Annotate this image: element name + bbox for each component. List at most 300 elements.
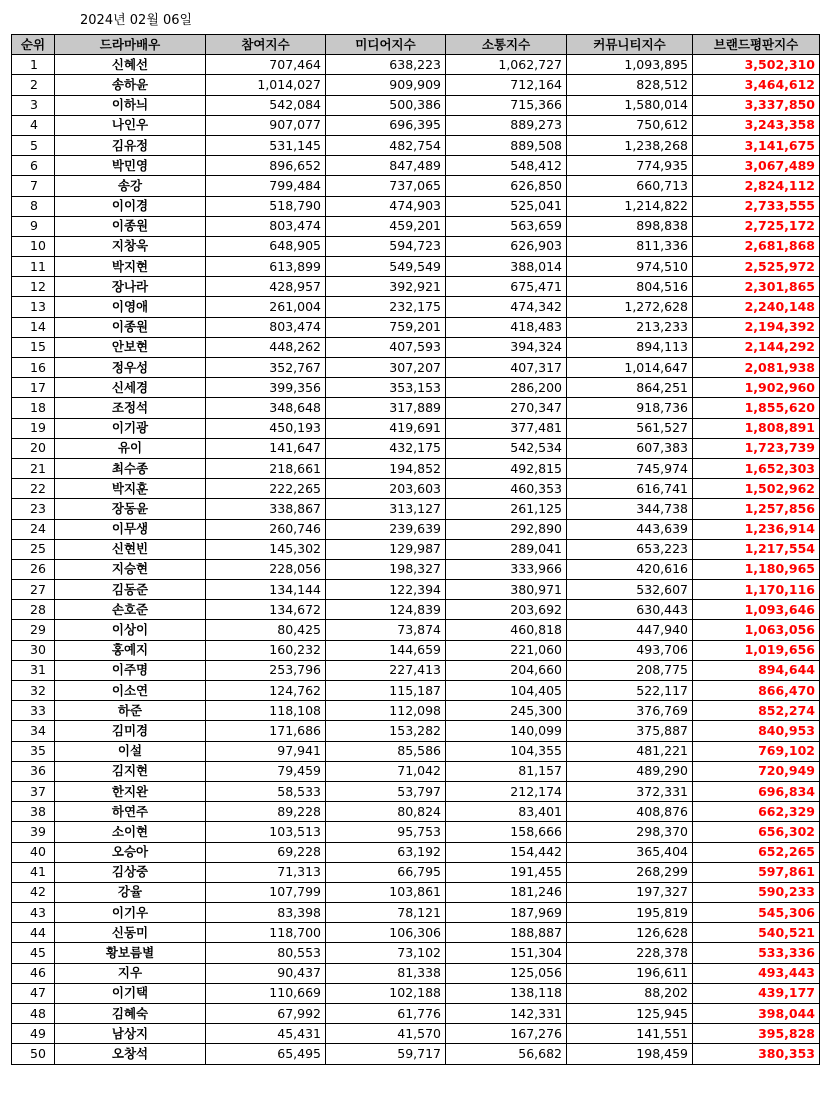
- table-body: [12, 55, 820, 1064]
- actor-name-cell: 박지훈: [55, 479, 206, 499]
- table-row: [12, 196, 820, 216]
- actor-name-cell: 이종원: [55, 317, 206, 337]
- table-row: [12, 277, 820, 297]
- table-row: [12, 378, 820, 398]
- rank-cell: 33: [12, 701, 55, 721]
- brand-reputation-index-cell: 1,217,554: [693, 539, 820, 559]
- media-index-cell: 232,175: [326, 297, 446, 317]
- table-row: [12, 458, 820, 478]
- media-index-cell: 66,795: [326, 862, 446, 882]
- rank-cell: 18: [12, 398, 55, 418]
- actor-name-cell: 박민영: [55, 156, 206, 176]
- rank-cell: 43: [12, 903, 55, 923]
- actor-name-cell: 장나라: [55, 277, 206, 297]
- brand-reputation-index-cell: 2,301,865: [693, 277, 820, 297]
- communication-index-cell: 125,056: [446, 963, 567, 983]
- media-index-cell: 124,839: [326, 600, 446, 620]
- media-index-cell: 482,754: [326, 135, 446, 155]
- rank-cell: 36: [12, 761, 55, 781]
- table-row: [12, 559, 820, 579]
- actor-name-cell: 이종원: [55, 216, 206, 236]
- communication-index-cell: 188,887: [446, 923, 567, 943]
- media-index-cell: 759,201: [326, 317, 446, 337]
- participation-index-cell: 348,648: [206, 398, 326, 418]
- brand-reputation-index-cell: 2,194,392: [693, 317, 820, 337]
- community-index-cell: 653,223: [567, 539, 693, 559]
- brand-reputation-index-cell: 1,170,116: [693, 580, 820, 600]
- actor-name-cell: 김미경: [55, 721, 206, 741]
- communication-index-cell: 460,353: [446, 479, 567, 499]
- community-index-cell: 1,093,895: [567, 55, 693, 75]
- participation-index-cell: 352,767: [206, 358, 326, 378]
- community-index-cell: 420,616: [567, 559, 693, 579]
- rank-cell: 4: [12, 115, 55, 135]
- media-index-cell: 638,223: [326, 55, 446, 75]
- brand-reputation-index-cell: 1,808,891: [693, 418, 820, 438]
- participation-index-cell: 253,796: [206, 660, 326, 680]
- table-row: [12, 438, 820, 458]
- communication-index-cell: 104,355: [446, 741, 567, 761]
- communication-index-cell: 191,455: [446, 862, 567, 882]
- rank-cell: 37: [12, 781, 55, 801]
- header-community-index: 커뮤니티지수: [567, 35, 693, 55]
- actor-name-cell: 김유정: [55, 135, 206, 155]
- table-row: [12, 216, 820, 236]
- participation-index-cell: 89,228: [206, 802, 326, 822]
- rank-cell: 16: [12, 358, 55, 378]
- media-index-cell: 63,192: [326, 842, 446, 862]
- media-index-cell: 71,042: [326, 761, 446, 781]
- community-index-cell: 1,014,647: [567, 358, 693, 378]
- communication-index-cell: 286,200: [446, 378, 567, 398]
- brand-reputation-index-cell: 395,828: [693, 1024, 820, 1044]
- communication-index-cell: 889,508: [446, 135, 567, 155]
- rank-cell: 11: [12, 257, 55, 277]
- community-index-cell: 195,819: [567, 903, 693, 923]
- community-index-cell: 298,370: [567, 822, 693, 842]
- participation-index-cell: 896,652: [206, 156, 326, 176]
- community-index-cell: 228,378: [567, 943, 693, 963]
- table-row: [12, 236, 820, 256]
- actor-name-cell: 이기광: [55, 418, 206, 438]
- table-row: [12, 317, 820, 337]
- brand-reputation-index-cell: 1,063,056: [693, 620, 820, 640]
- table-row: [12, 822, 820, 842]
- rank-cell: 45: [12, 943, 55, 963]
- actor-name-cell: 강율: [55, 882, 206, 902]
- actor-name-cell: 이소연: [55, 681, 206, 701]
- participation-index-cell: 542,084: [206, 95, 326, 115]
- actor-name-cell: 정우성: [55, 358, 206, 378]
- table-row: [12, 1044, 820, 1064]
- media-index-cell: 115,187: [326, 681, 446, 701]
- actor-name-cell: 지우: [55, 963, 206, 983]
- table-row: [12, 701, 820, 721]
- community-index-cell: 616,741: [567, 479, 693, 499]
- actor-name-cell: 김지현: [55, 761, 206, 781]
- actor-name-cell: 한지완: [55, 781, 206, 801]
- media-index-cell: 459,201: [326, 216, 446, 236]
- media-index-cell: 227,413: [326, 660, 446, 680]
- media-index-cell: 80,824: [326, 802, 446, 822]
- rank-cell: 34: [12, 721, 55, 741]
- participation-index-cell: 803,474: [206, 216, 326, 236]
- media-index-cell: 317,889: [326, 398, 446, 418]
- actor-name-cell: 송강: [55, 176, 206, 196]
- participation-index-cell: 118,108: [206, 701, 326, 721]
- actor-name-cell: 이기택: [55, 983, 206, 1003]
- media-index-cell: 307,207: [326, 358, 446, 378]
- communication-index-cell: 140,099: [446, 721, 567, 741]
- table-row: [12, 519, 820, 539]
- media-index-cell: 594,723: [326, 236, 446, 256]
- community-index-cell: 443,639: [567, 519, 693, 539]
- brand-reputation-index-cell: 380,353: [693, 1044, 820, 1064]
- community-index-cell: 447,940: [567, 620, 693, 640]
- table-row: [12, 681, 820, 701]
- header-brand-reputation-index: 브랜드평판지수: [693, 35, 820, 55]
- brand-reputation-index-cell: 2,824,112: [693, 176, 820, 196]
- community-index-cell: 804,516: [567, 277, 693, 297]
- participation-index-cell: 448,262: [206, 337, 326, 357]
- communication-index-cell: 525,041: [446, 196, 567, 216]
- media-index-cell: 102,188: [326, 983, 446, 1003]
- rank-cell: 5: [12, 135, 55, 155]
- brand-reputation-index-cell: 2,681,868: [693, 236, 820, 256]
- community-index-cell: 864,251: [567, 378, 693, 398]
- communication-index-cell: 104,405: [446, 681, 567, 701]
- brand-reputation-index-cell: 696,834: [693, 781, 820, 801]
- media-index-cell: 78,121: [326, 903, 446, 923]
- community-index-cell: 213,233: [567, 317, 693, 337]
- communication-index-cell: 407,317: [446, 358, 567, 378]
- participation-index-cell: 118,700: [206, 923, 326, 943]
- brand-reputation-index-cell: 840,953: [693, 721, 820, 741]
- table-row: [12, 115, 820, 135]
- actor-name-cell: 홍예지: [55, 640, 206, 660]
- media-index-cell: 95,753: [326, 822, 446, 842]
- community-index-cell: 561,527: [567, 418, 693, 438]
- communication-index-cell: 138,118: [446, 983, 567, 1003]
- communication-index-cell: 1,062,727: [446, 55, 567, 75]
- communication-index-cell: 154,442: [446, 842, 567, 862]
- actor-name-cell: 오창석: [55, 1044, 206, 1064]
- community-index-cell: 532,607: [567, 580, 693, 600]
- table-row: [12, 862, 820, 882]
- communication-index-cell: 474,342: [446, 297, 567, 317]
- community-index-cell: 745,974: [567, 458, 693, 478]
- brand-reputation-index-cell: 1,093,646: [693, 600, 820, 620]
- rank-cell: 29: [12, 620, 55, 640]
- table-row: [12, 781, 820, 801]
- rank-cell: 14: [12, 317, 55, 337]
- table-row: [12, 882, 820, 902]
- brand-reputation-index-cell: 540,521: [693, 923, 820, 943]
- media-index-cell: 353,153: [326, 378, 446, 398]
- table-row: [12, 943, 820, 963]
- community-index-cell: 376,769: [567, 701, 693, 721]
- media-index-cell: 549,549: [326, 257, 446, 277]
- table-row: [12, 398, 820, 418]
- rank-cell: 50: [12, 1044, 55, 1064]
- participation-index-cell: 531,145: [206, 135, 326, 155]
- community-index-cell: 196,611: [567, 963, 693, 983]
- media-index-cell: 129,987: [326, 539, 446, 559]
- table-row: [12, 337, 820, 357]
- brand-reputation-index-cell: 3,502,310: [693, 55, 820, 75]
- communication-index-cell: 394,324: [446, 337, 567, 357]
- participation-index-cell: 80,425: [206, 620, 326, 640]
- table-row: [12, 761, 820, 781]
- rank-cell: 24: [12, 519, 55, 539]
- table-row: [12, 620, 820, 640]
- rank-cell: 10: [12, 236, 55, 256]
- participation-index-cell: 134,144: [206, 580, 326, 600]
- table-row: [12, 156, 820, 176]
- table-row: [12, 135, 820, 155]
- participation-index-cell: 450,193: [206, 418, 326, 438]
- participation-index-cell: 80,553: [206, 943, 326, 963]
- community-index-cell: 750,612: [567, 115, 693, 135]
- table-row: [12, 75, 820, 95]
- media-index-cell: 81,338: [326, 963, 446, 983]
- media-index-cell: 419,691: [326, 418, 446, 438]
- actor-name-cell: 신동미: [55, 923, 206, 943]
- media-index-cell: 153,282: [326, 721, 446, 741]
- rank-cell: 28: [12, 600, 55, 620]
- actor-name-cell: 오승아: [55, 842, 206, 862]
- brand-reputation-index-cell: 2,525,972: [693, 257, 820, 277]
- participation-index-cell: 145,302: [206, 539, 326, 559]
- brand-reputation-index-cell: 652,265: [693, 842, 820, 862]
- community-index-cell: 481,221: [567, 741, 693, 761]
- community-index-cell: 828,512: [567, 75, 693, 95]
- community-index-cell: 365,404: [567, 842, 693, 862]
- communication-index-cell: 715,366: [446, 95, 567, 115]
- community-index-cell: 630,443: [567, 600, 693, 620]
- table-row: [12, 580, 820, 600]
- participation-index-cell: 83,398: [206, 903, 326, 923]
- actor-name-cell: 이상이: [55, 620, 206, 640]
- media-index-cell: 313,127: [326, 499, 446, 519]
- communication-index-cell: 675,471: [446, 277, 567, 297]
- table-row: [12, 640, 820, 660]
- participation-index-cell: 110,669: [206, 983, 326, 1003]
- community-index-cell: 974,510: [567, 257, 693, 277]
- brand-reputation-index-cell: 1,723,739: [693, 438, 820, 458]
- header-media-index: 미디어지수: [326, 35, 446, 55]
- header-actor: 드라마배우: [55, 35, 206, 55]
- participation-index-cell: 45,431: [206, 1024, 326, 1044]
- media-index-cell: 198,327: [326, 559, 446, 579]
- participation-index-cell: 260,746: [206, 519, 326, 539]
- brand-reputation-index-cell: 894,644: [693, 660, 820, 680]
- community-index-cell: 126,628: [567, 923, 693, 943]
- community-index-cell: 197,327: [567, 882, 693, 902]
- communication-index-cell: 333,966: [446, 559, 567, 579]
- table-row: [12, 1004, 820, 1024]
- table-row: [12, 297, 820, 317]
- brand-reputation-index-cell: 1,902,960: [693, 378, 820, 398]
- rank-cell: 27: [12, 580, 55, 600]
- media-index-cell: 144,659: [326, 640, 446, 660]
- communication-index-cell: 460,818: [446, 620, 567, 640]
- community-index-cell: 1,580,014: [567, 95, 693, 115]
- participation-index-cell: 141,647: [206, 438, 326, 458]
- community-index-cell: 1,272,628: [567, 297, 693, 317]
- community-index-cell: 522,117: [567, 681, 693, 701]
- brand-reputation-index-cell: 545,306: [693, 903, 820, 923]
- rank-cell: 9: [12, 216, 55, 236]
- rank-cell: 2: [12, 75, 55, 95]
- brand-reputation-index-cell: 3,067,489: [693, 156, 820, 176]
- community-index-cell: 375,887: [567, 721, 693, 741]
- participation-index-cell: 65,495: [206, 1044, 326, 1064]
- actor-name-cell: 안보현: [55, 337, 206, 357]
- actor-name-cell: 송하윤: [55, 75, 206, 95]
- media-index-cell: 737,065: [326, 176, 446, 196]
- community-index-cell: 607,383: [567, 438, 693, 458]
- participation-index-cell: 124,762: [206, 681, 326, 701]
- table-row: [12, 923, 820, 943]
- communication-index-cell: 377,481: [446, 418, 567, 438]
- community-index-cell: 811,336: [567, 236, 693, 256]
- brand-reputation-index-cell: 720,949: [693, 761, 820, 781]
- communication-index-cell: 548,412: [446, 156, 567, 176]
- brand-reputation-index-cell: 3,337,850: [693, 95, 820, 115]
- community-index-cell: 898,838: [567, 216, 693, 236]
- brand-reputation-index-cell: 3,464,612: [693, 75, 820, 95]
- participation-index-cell: 90,437: [206, 963, 326, 983]
- participation-index-cell: 261,004: [206, 297, 326, 317]
- participation-index-cell: 97,941: [206, 741, 326, 761]
- actor-name-cell: 신혜선: [55, 55, 206, 75]
- communication-index-cell: 261,125: [446, 499, 567, 519]
- participation-index-cell: 399,356: [206, 378, 326, 398]
- rank-cell: 39: [12, 822, 55, 842]
- brand-reputation-index-cell: 2,144,292: [693, 337, 820, 357]
- brand-reputation-index-cell: 1,236,914: [693, 519, 820, 539]
- table-row: [12, 479, 820, 499]
- rank-cell: 35: [12, 741, 55, 761]
- community-index-cell: 372,331: [567, 781, 693, 801]
- media-index-cell: 59,717: [326, 1044, 446, 1064]
- community-index-cell: 198,459: [567, 1044, 693, 1064]
- actor-name-cell: 최수종: [55, 458, 206, 478]
- communication-index-cell: 418,483: [446, 317, 567, 337]
- brand-reputation-index-cell: 597,861: [693, 862, 820, 882]
- actor-name-cell: 손호준: [55, 600, 206, 620]
- media-index-cell: 103,861: [326, 882, 446, 902]
- communication-index-cell: 245,300: [446, 701, 567, 721]
- rank-cell: 3: [12, 95, 55, 115]
- communication-index-cell: 292,890: [446, 519, 567, 539]
- media-index-cell: 112,098: [326, 701, 446, 721]
- participation-index-cell: 134,672: [206, 600, 326, 620]
- rank-cell: 25: [12, 539, 55, 559]
- media-index-cell: 61,776: [326, 1004, 446, 1024]
- brand-reputation-index-cell: 1,652,303: [693, 458, 820, 478]
- actor-name-cell: 나인우: [55, 115, 206, 135]
- communication-index-cell: 889,273: [446, 115, 567, 135]
- rank-cell: 41: [12, 862, 55, 882]
- communication-index-cell: 158,666: [446, 822, 567, 842]
- rank-cell: 20: [12, 438, 55, 458]
- brand-reputation-index-cell: 3,141,675: [693, 135, 820, 155]
- table-header-row: [12, 35, 820, 55]
- actor-name-cell: 남상지: [55, 1024, 206, 1044]
- communication-index-cell: 151,304: [446, 943, 567, 963]
- media-index-cell: 909,909: [326, 75, 446, 95]
- brand-reputation-index-cell: 1,180,965: [693, 559, 820, 579]
- community-index-cell: 88,202: [567, 983, 693, 1003]
- communication-index-cell: 83,401: [446, 802, 567, 822]
- brand-reputation-index-cell: 590,233: [693, 882, 820, 902]
- actor-name-cell: 이무생: [55, 519, 206, 539]
- community-index-cell: 1,214,822: [567, 196, 693, 216]
- table-row: [12, 95, 820, 115]
- participation-index-cell: 107,799: [206, 882, 326, 902]
- media-index-cell: 392,921: [326, 277, 446, 297]
- table-row: [12, 600, 820, 620]
- actor-name-cell: 조정석: [55, 398, 206, 418]
- actor-name-cell: 김혜숙: [55, 1004, 206, 1024]
- communication-index-cell: 626,903: [446, 236, 567, 256]
- rank-cell: 17: [12, 378, 55, 398]
- rank-cell: 40: [12, 842, 55, 862]
- media-index-cell: 407,593: [326, 337, 446, 357]
- actor-name-cell: 소이현: [55, 822, 206, 842]
- brand-reputation-index-cell: 662,329: [693, 802, 820, 822]
- rank-cell: 48: [12, 1004, 55, 1024]
- table-row: [12, 983, 820, 1003]
- rank-cell: 13: [12, 297, 55, 317]
- actor-name-cell: 장동윤: [55, 499, 206, 519]
- brand-reputation-index-cell: 398,044: [693, 1004, 820, 1024]
- brand-reputation-index-cell: 1,855,620: [693, 398, 820, 418]
- participation-index-cell: 648,905: [206, 236, 326, 256]
- community-index-cell: 344,738: [567, 499, 693, 519]
- community-index-cell: 408,876: [567, 802, 693, 822]
- participation-index-cell: 518,790: [206, 196, 326, 216]
- brand-reputation-index-cell: 866,470: [693, 681, 820, 701]
- actor-name-cell: 이하늬: [55, 95, 206, 115]
- brand-reputation-index-cell: 493,443: [693, 963, 820, 983]
- community-index-cell: 1,238,268: [567, 135, 693, 155]
- communication-index-cell: 492,815: [446, 458, 567, 478]
- rank-cell: 44: [12, 923, 55, 943]
- brand-reputation-index-cell: 2,240,148: [693, 297, 820, 317]
- actor-name-cell: 이기우: [55, 903, 206, 923]
- media-index-cell: 41,570: [326, 1024, 446, 1044]
- participation-index-cell: 707,464: [206, 55, 326, 75]
- communication-index-cell: 563,659: [446, 216, 567, 236]
- participation-index-cell: 799,484: [206, 176, 326, 196]
- actor-name-cell: 박지현: [55, 257, 206, 277]
- communication-index-cell: 187,969: [446, 903, 567, 923]
- media-index-cell: 122,394: [326, 580, 446, 600]
- communication-index-cell: 221,060: [446, 640, 567, 660]
- rank-cell: 42: [12, 882, 55, 902]
- rank-cell: 8: [12, 196, 55, 216]
- media-index-cell: 696,395: [326, 115, 446, 135]
- participation-index-cell: 428,957: [206, 277, 326, 297]
- community-index-cell: 125,945: [567, 1004, 693, 1024]
- community-index-cell: 774,935: [567, 156, 693, 176]
- community-index-cell: 660,713: [567, 176, 693, 196]
- rank-cell: 15: [12, 337, 55, 357]
- participation-index-cell: 79,459: [206, 761, 326, 781]
